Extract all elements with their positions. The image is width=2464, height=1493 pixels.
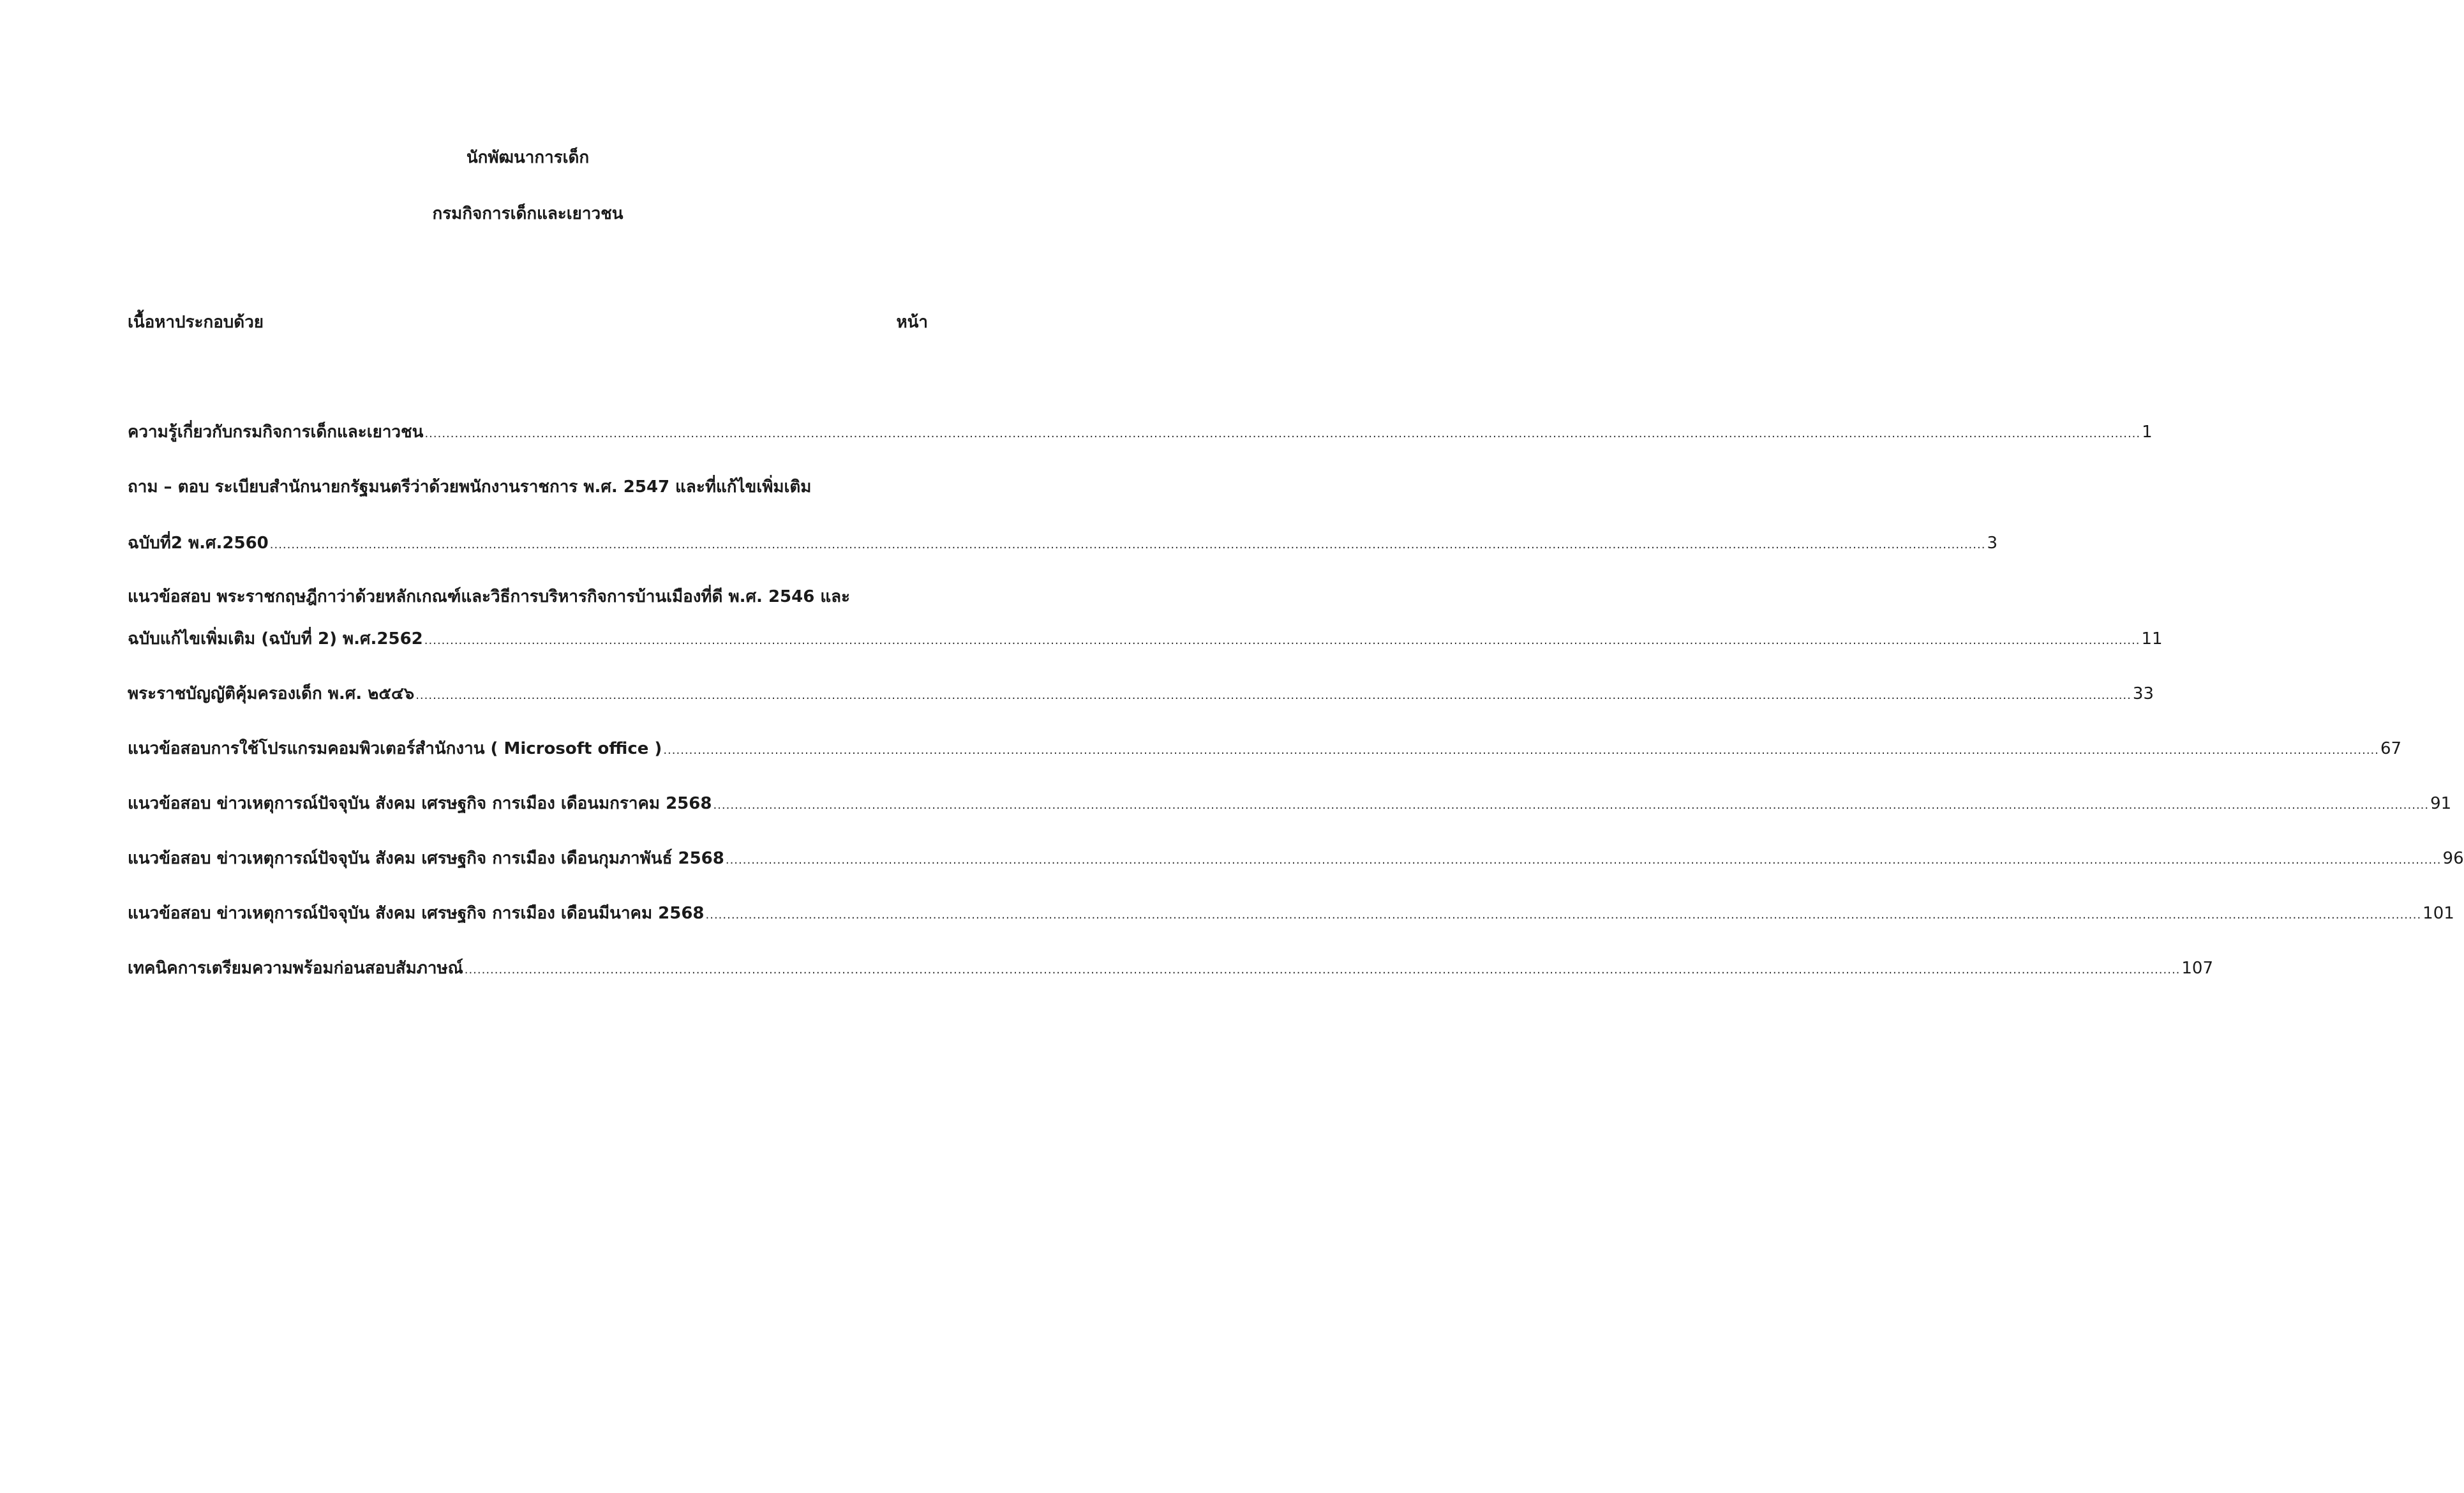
toc-dot-leader: ................................................................................................................................................................................................................................................................................................................................................................................................................ (269, 538, 1986, 551)
toc-entry-page: 11 (2141, 629, 2163, 649)
toc-entry-title: แนวข้อสอบ ข่าวเหตุการณ์ปัจจุบัน สังคม เศรษฐกิจ การเมือง เดือนกุมภาพันธ์ 2568 (128, 849, 724, 868)
toc-heading-page: หน้า (896, 313, 928, 332)
toc-entry[interactable] (128, 790, 2452, 816)
toc-entry[interactable] (128, 955, 2214, 980)
toc-entry-title: พระราชบัญญัติคุ้มครองเด็ก พ.ศ. ๒๕๔๖ (128, 684, 415, 703)
toc-entry[interactable] (128, 680, 2154, 706)
toc-entry[interactable] (128, 626, 2163, 651)
toc-entry-title-line1: แนวข้อสอบ พระราชกฤษฎีกาว่าด้วยหลักเกณฑ์และวิธีการบริหารกิจการบ้านเมืองที่ดี พ.ศ. 2546 และ (128, 587, 851, 606)
toc-dot-leader: ................................................................................................................................................................................................................................................................................................................................................................................................................ (725, 853, 2442, 867)
toc-dot-leader: ................................................................................................................................................................................................................................................................................................................................................................................................................ (464, 963, 2181, 977)
toc-entry-title-line1: ถาม – ตอบ ระเบียบสำนักนายกรัฐมนตรีว่าด้วยพนักงานราชการ พ.ศ. 2547 และที่แก้ไขเพิ่มเติม (128, 477, 812, 497)
document-subtitle: กรมกิจการเด็กและเยาวชน (432, 204, 623, 223)
toc-entry-title: แนวข้อสอบ ข่าวเหตุการณ์ปัจจุบัน สังคม เศรษฐกิจ การเมือง เดือนมีนาคม 2568 (128, 904, 705, 923)
toc-entry[interactable] (128, 419, 2153, 444)
toc-entry-page: 101 (2423, 904, 2454, 923)
toc-entry-title: แนวข้อสอบ ข่าวเหตุการณ์ปัจจุบัน สังคม เศรษฐกิจ การเมือง เดือนมกราคม 2568 (128, 794, 712, 813)
toc-entry-title: ฉบับที่2 พ.ศ.2560 (128, 534, 269, 553)
toc-entry-page: 91 (2430, 794, 2452, 813)
toc-entry-title: แนวข้อสอบการใช้โปรแกรมคอมพิวเตอร์สำนักงาน ( Microsoft office ) (128, 739, 662, 758)
toc-entry-page: 1 (2142, 423, 2153, 442)
toc-entry[interactable] (128, 530, 1997, 555)
toc-entry[interactable] (128, 900, 2454, 926)
toc-dot-leader: ................................................................................................................................................................................................................................................................................................................................................................................................................ (713, 799, 2430, 812)
toc-dot-leader: ................................................................................................................................................................................................................................................................................................................................................................................................................ (705, 908, 2422, 922)
toc-dot-leader: ................................................................................................................................................................................................................................................................................................................................................................................................................ (415, 689, 2132, 702)
toc-entry-continued[interactable] (128, 474, 928, 499)
toc-entry-title: ฉบับแก้ไขเพิ่มเติม (ฉบับที่ 2) พ.ศ.2562 (128, 629, 423, 649)
toc-entry-page: 107 (2181, 959, 2214, 978)
toc-heading-contents: เนื้อหาประกอบด้วย (128, 313, 264, 332)
toc-entry-page: 67 (2380, 739, 2402, 758)
document-title: นักพัฒนาการเด็ก (466, 148, 590, 167)
toc-dot-leader: ................................................................................................................................................................................................................................................................................................................................................................................................................ (424, 427, 2141, 440)
toc-entry-continued[interactable] (128, 583, 928, 609)
toc-dot-leader: ................................................................................................................................................................................................................................................................................................................................................................................................................ (424, 634, 2140, 647)
toc-entry[interactable] (128, 845, 2464, 871)
toc-entry-title: ความรู้เกี่ยวกับกรมกิจการเด็กและเยาวชน (128, 423, 424, 442)
toc-header (128, 309, 928, 334)
toc-entry-page: 3 (1987, 534, 1997, 553)
toc-dot-leader: ................................................................................................................................................................................................................................................................................................................................................................................................................ (663, 744, 2379, 757)
toc-entry-page: 33 (2132, 684, 2154, 703)
toc-entry-page: 96 (2442, 849, 2464, 868)
toc-entry-title: เทคนิคการเตรียมความพร้อมก่อนสอบสัมภาษณ์ (128, 959, 463, 978)
toc-entry[interactable] (128, 735, 2402, 761)
